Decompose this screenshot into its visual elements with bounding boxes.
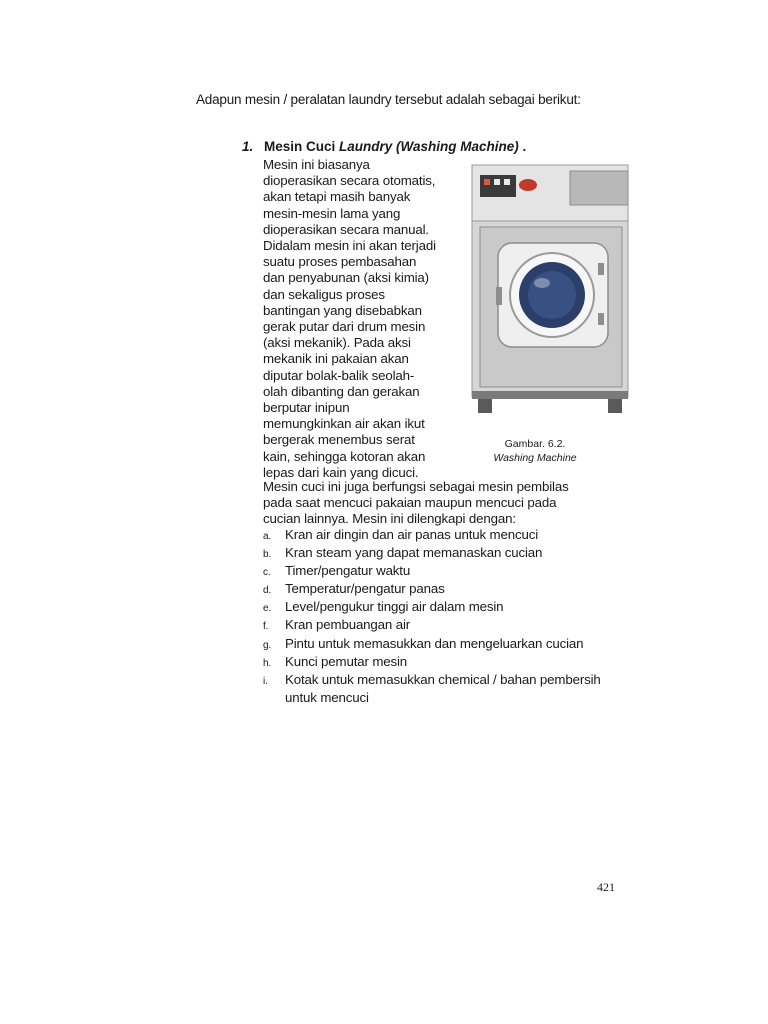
- continuation-line: Mesin cuci ini juga berfungsi sebagai mesin pembilas: [263, 479, 569, 494]
- drum-inner: [528, 271, 576, 319]
- intro-paragraph: Adapun mesin / peralatan laundry tersebut adalah sebagai berikut:: [196, 92, 581, 107]
- body-line: dioperasikan secara otomatis,: [263, 173, 436, 189]
- list-item-text: Kran air dingin dan air panas untuk mencuci: [285, 527, 538, 542]
- list-item-text: Kunci pemutar mesin: [285, 653, 408, 669]
- list-item-text: Kran steam yang dapat memanaskan cucian: [285, 545, 543, 561]
- body-line: kain, sehingga kotoran akan: [263, 448, 426, 464]
- brand-badge: [519, 179, 537, 191]
- heading-italic: Laundry (Washing Machine): [339, 139, 519, 154]
- list-marker: h.: [263, 657, 272, 669]
- list-item-text: Level/pengukur tinggi air dalam mesin: [285, 599, 504, 615]
- body-line: diputar bolak-balik seolah-: [263, 367, 415, 383]
- list-item-text: Kotak untuk memasukkan chemical / bahan pembersih: [285, 671, 601, 687]
- body-line: bergerak menembus serat: [263, 432, 415, 448]
- body-line: dioperasikan secara manual.: [263, 221, 429, 237]
- machine-foot: [478, 399, 492, 413]
- body-paragraph: [263, 157, 463, 481]
- list-marker: d.: [263, 585, 272, 597]
- body-line: Mesin ini biasanya: [263, 157, 370, 172]
- list-marker: b.: [263, 549, 272, 561]
- body-line: berputar inipun: [263, 400, 350, 416]
- list-item: [263, 545, 663, 563]
- body-line: suatu proses pembasahan: [263, 254, 417, 270]
- list-item: [263, 617, 663, 635]
- door-hinge: [598, 263, 604, 275]
- body-line: olah dibanting dan gerakan: [263, 383, 420, 399]
- list-item-continuation: untuk mencuci: [285, 689, 369, 705]
- heading-plain: Mesin Cuci: [264, 139, 340, 154]
- list-item: [263, 599, 663, 617]
- list-item: [263, 527, 663, 545]
- section-number: 1.: [242, 139, 254, 154]
- body-line: dan penyabunan (aksi kimia): [263, 270, 429, 286]
- body-line: lepas dari kain yang dicuci.: [263, 464, 419, 480]
- heading-tail: .: [518, 139, 527, 154]
- list-item: [263, 581, 663, 599]
- glass-reflection: [534, 278, 550, 288]
- body-line: akan tetapi masih banyak: [263, 189, 411, 205]
- caption-label: Gambar. 6.2.: [504, 438, 566, 450]
- body-line: mesin-mesin lama yang: [263, 205, 401, 221]
- figure-caption: [472, 437, 598, 465]
- list-marker: g.: [263, 639, 272, 651]
- body-line: bantingan yang disebabkan: [263, 302, 422, 318]
- continuation-line: pada saat mencuci pakaian maupun mencuci pada: [263, 495, 557, 511]
- page-number: 421: [597, 880, 615, 894]
- list-item: [263, 654, 663, 672]
- list-item: [263, 636, 663, 654]
- list-marker: f.: [263, 621, 269, 633]
- washing-machine-illustration: [470, 163, 630, 421]
- washing-machine-image: [470, 163, 630, 421]
- body-line: Didalam mesin ini akan terjadi: [263, 238, 436, 254]
- list-item: [263, 672, 663, 690]
- caption-title: Washing Machine: [493, 452, 577, 464]
- door-hinge: [598, 313, 604, 325]
- body-line: dan sekaligus proses: [263, 286, 385, 302]
- machine-foot: [608, 399, 622, 413]
- list-marker: e.: [263, 603, 272, 615]
- door-handle: [496, 287, 502, 305]
- control-button: [504, 179, 510, 185]
- continuation-line: cucian lainnya. Mesin ini dilengkapi dengan:: [263, 511, 516, 527]
- list-item-text: Pintu untuk memasukkan dan mengeluarkan cucian: [285, 635, 584, 651]
- machine-base: [472, 391, 628, 399]
- list-item-text: Timer/pengatur waktu: [285, 563, 411, 579]
- body-line: (aksi mekanik). Pada aksi: [263, 335, 411, 351]
- list-marker: i.: [263, 675, 268, 687]
- section-heading: [242, 139, 526, 154]
- continuation-paragraph: [263, 479, 643, 528]
- chemical-box: [570, 171, 628, 205]
- body-line: mekanik ini pakaian akan: [263, 351, 409, 367]
- body-line: gerak putar dari drum mesin: [263, 319, 426, 335]
- control-button: [484, 179, 490, 185]
- body-line: memungkinkan air akan ikut: [263, 416, 425, 432]
- list-marker: c.: [263, 567, 271, 579]
- list-marker: a.: [263, 531, 272, 542]
- equipment-list: [263, 527, 663, 706]
- list-item-text: Kran pembuangan air: [285, 617, 411, 633]
- list-item-text: Temperatur/pengatur panas: [285, 581, 445, 597]
- list-item: [263, 563, 663, 581]
- control-button: [494, 179, 500, 185]
- control-display: [480, 175, 516, 197]
